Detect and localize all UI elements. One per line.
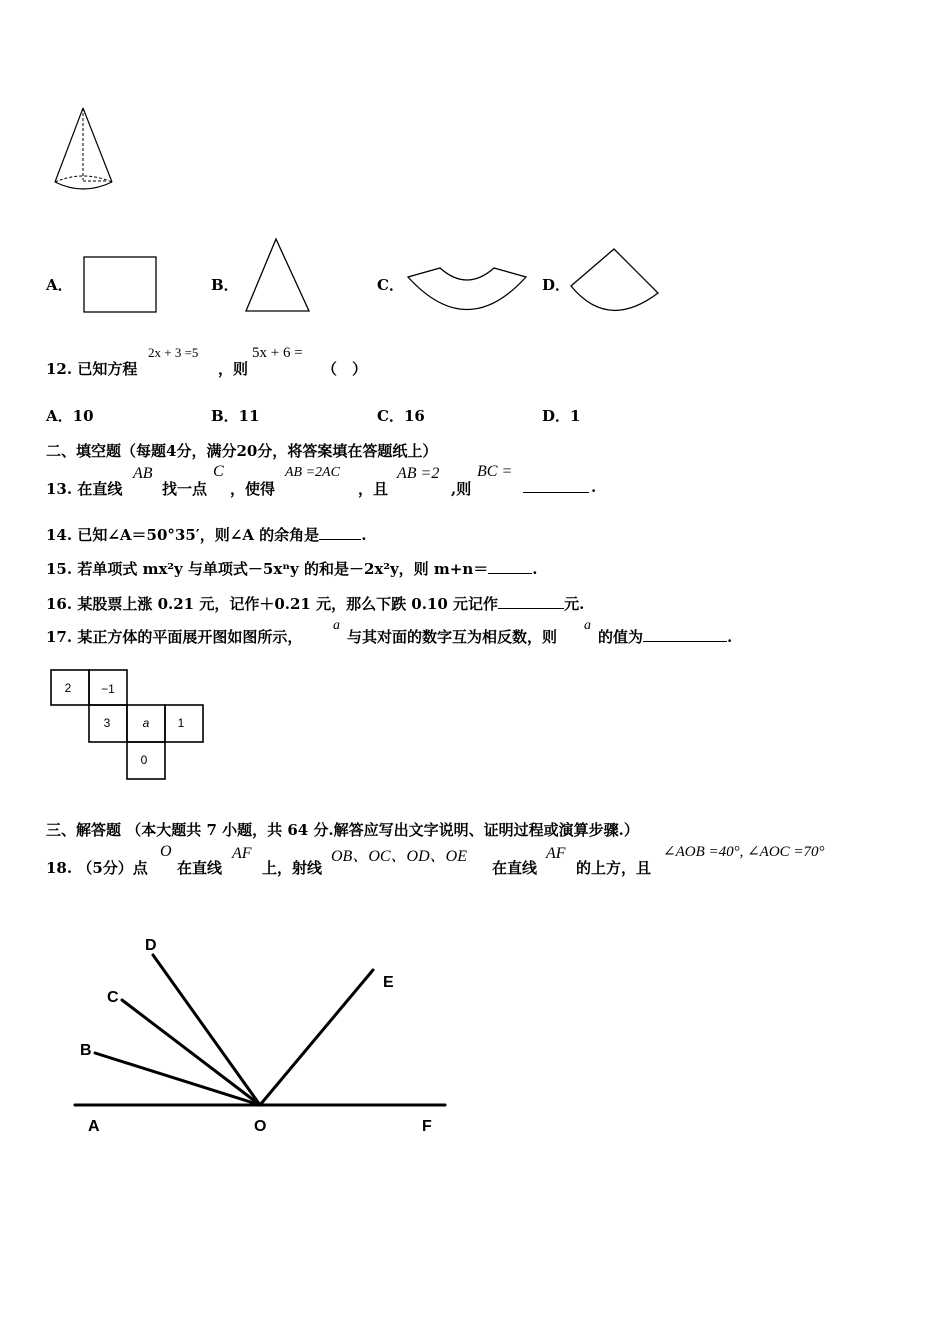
label-c: C: [107, 989, 119, 1006]
question-16: 16. 某股票上涨 0.21 元，记作＋0.21 元，那么下跌 0.10 元记作 元.: [46, 595, 585, 613]
q13-point-c: C: [213, 463, 224, 480]
q17-var-a-1: a: [333, 618, 340, 633]
cube-net-figure: [48, 667, 208, 783]
q17-var-a-2: a: [584, 618, 591, 633]
rays-figure: [70, 930, 455, 1140]
q18-above-text: 的上方，且: [576, 859, 652, 877]
question-14: 14. 已知∠A＝50°35′，则∠A 的余角是 .: [46, 526, 367, 544]
q13-line-ab: AB: [133, 465, 153, 482]
section-2-title: 二、填空题（每题4分，满分20分，将答案填在答题纸上）: [46, 442, 438, 460]
q15-answer-blank[interactable]: [488, 559, 532, 574]
net-cell-a: a: [142, 716, 150, 730]
q13-condition-1: AB =2AC: [285, 465, 340, 480]
q13-find-point: 找一点: [162, 480, 208, 498]
option-d-sector: [568, 246, 664, 318]
ray-oe: [260, 970, 373, 1105]
q14-answer-blank[interactable]: [319, 525, 361, 540]
q12-option-d: D．1: [542, 407, 581, 425]
option-a-label: A．: [46, 276, 73, 294]
q18-point-o: O: [160, 843, 172, 860]
question-15: 15. 若单项式 mx²y 与单项式－5xⁿy 的和是－2x²y，则 m+n＝ .: [46, 560, 538, 578]
q17-answer-blank[interactable]: [643, 627, 727, 642]
label-a: A: [88, 1118, 100, 1135]
q13-condition-2: AB =2: [397, 465, 440, 482]
cone-figure: [50, 104, 120, 199]
option-a-rectangle: [82, 255, 158, 315]
q13-and: ，且: [358, 480, 389, 498]
q16-answer-blank[interactable]: [498, 594, 564, 609]
q12-option-a: A．10: [46, 407, 94, 425]
label-b: B: [80, 1042, 92, 1059]
q12-equation-1: 2x + 3 =5: [148, 345, 199, 360]
question-18: 18. （5分）点: [46, 859, 148, 877]
q13-then: ,则: [451, 480, 472, 498]
q13-answer-blank[interactable]: [523, 478, 589, 493]
label-f: F: [422, 1118, 432, 1135]
q13-such-that: ，使得: [230, 480, 276, 498]
label-e: E: [383, 974, 394, 991]
q18-on-line: 在直线: [177, 859, 223, 877]
net-cell-3: 3: [103, 716, 111, 730]
question-12: 12. 已知方程: [46, 360, 138, 378]
question-17: 17. 某正方体的平面展开图如图所示，: [46, 628, 303, 646]
q17-value-text: 的值为 .: [598, 628, 733, 646]
q13-end: .: [591, 478, 597, 496]
question-13: 13. 在直线: [46, 480, 123, 498]
net-cell-1: 2: [64, 681, 72, 695]
q17-opposite-text: 与其对面的数字互为相反数，则: [347, 628, 558, 646]
option-c-annular-sector: [404, 264, 530, 320]
q12-paren: （ ）: [322, 360, 368, 378]
q12-then: ，则: [218, 360, 249, 378]
q18-rays: OB、OC、OD、OE: [331, 848, 467, 865]
section-3-title: 三、解答题 （本大题共 7 小题，共 64 分.解答应写出文字说明、证明过程或演算步骤.）: [46, 821, 639, 839]
label-d: D: [145, 937, 157, 954]
q18-on-line-2: 在直线: [492, 859, 538, 877]
net-cell-2: −1: [101, 682, 115, 696]
q13-bc: BC =: [477, 463, 513, 480]
q18-line-af-2: AF: [546, 845, 566, 862]
q12-option-c: C．16: [377, 407, 425, 425]
option-b-triangle: [243, 236, 313, 316]
option-c-label: C．: [377, 276, 404, 294]
q18-angles: ∠AOB =40°, ∠AOC =70°: [663, 844, 825, 860]
q12-option-b: B．11: [211, 407, 260, 425]
ray-ob: [95, 1053, 260, 1105]
q18-rays-text: 上，射线: [262, 859, 323, 877]
net-cell-6: 0: [140, 753, 148, 767]
q18-line-af-1: AF: [232, 845, 252, 862]
ray-oc: [122, 1000, 260, 1105]
option-d-label: D．: [542, 276, 571, 294]
label-o: O: [254, 1118, 267, 1135]
net-cell-5: 1: [177, 716, 185, 730]
option-b-label: B．: [211, 276, 239, 294]
ray-od: [153, 955, 260, 1105]
q12-equation-2: 5x + 6 =: [252, 345, 303, 361]
